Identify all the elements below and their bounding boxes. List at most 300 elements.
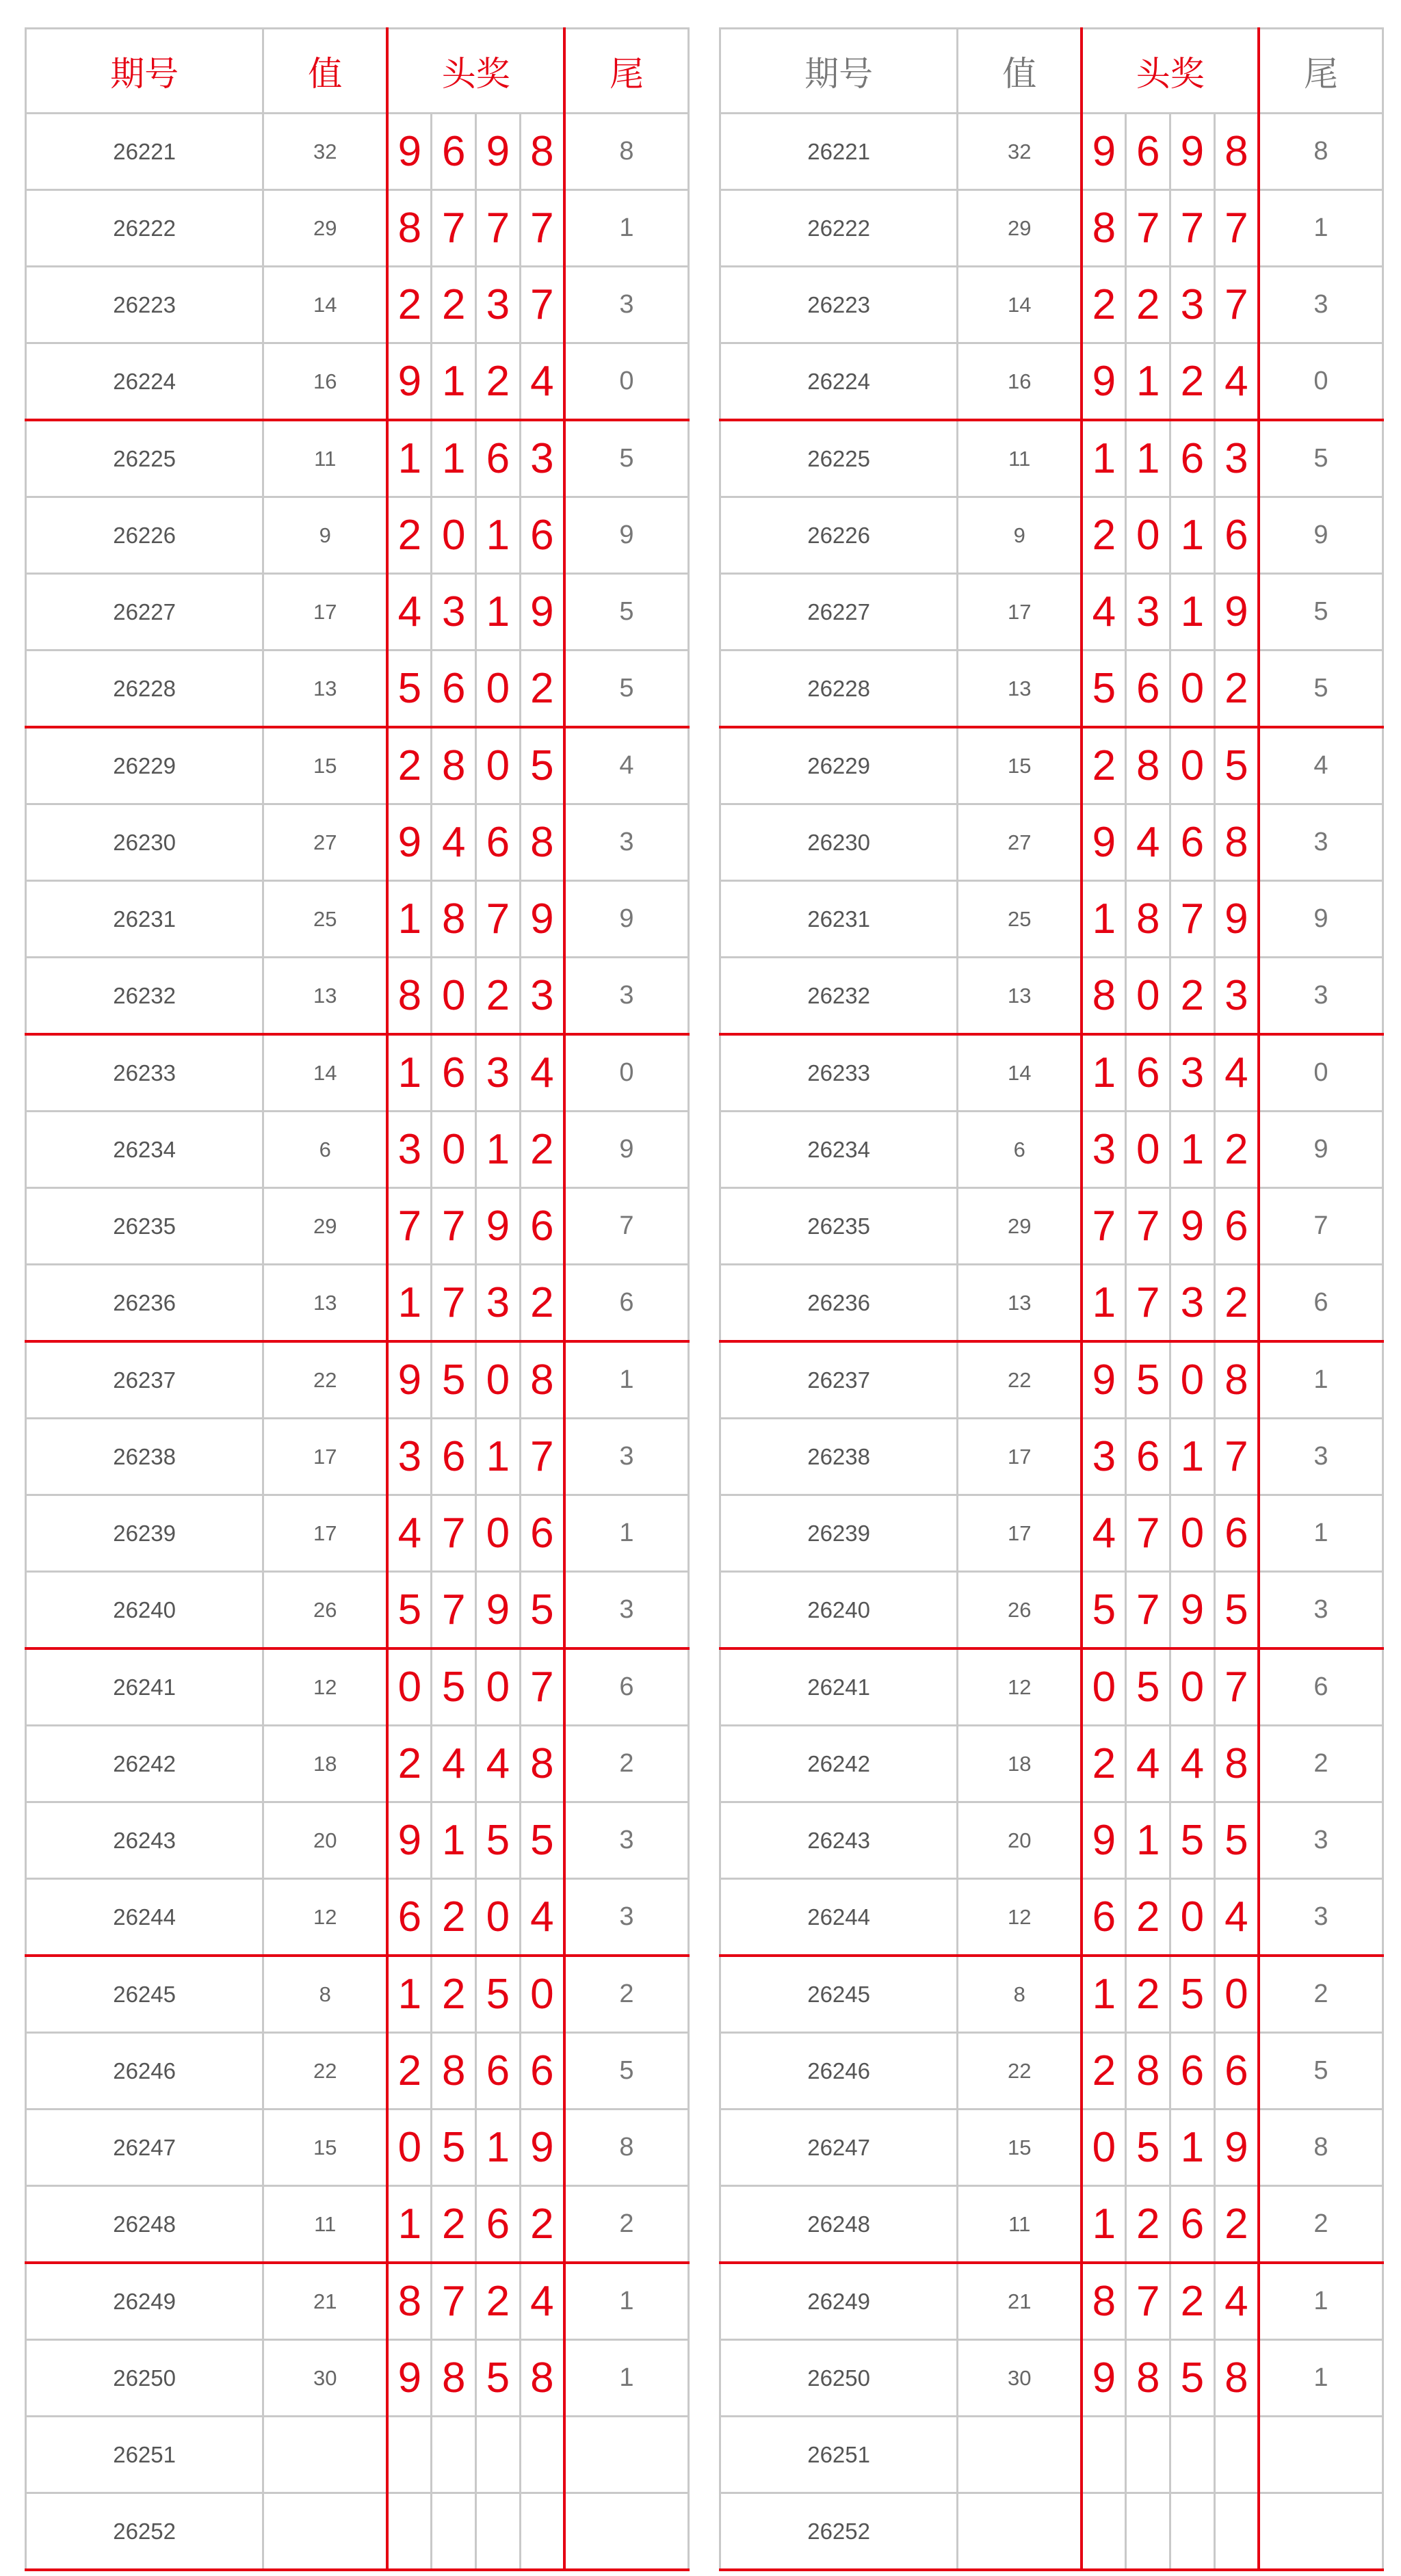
prize-digit-cell: 1 [432,343,476,421]
prize-digit-cell: 0 [1214,1956,1259,2033]
prize-digit-cell: 9 [387,1802,432,1879]
prize-digit-cell: 6 [1170,2186,1215,2263]
tail-cell: 3 [1259,1572,1383,1649]
period-cell: 26229 [720,727,958,804]
period-cell: 26236 [26,1265,263,1342]
prize-digit-cell: 2 [1082,267,1126,343]
prize-digit-cell: 9 [1214,2110,1259,2186]
prize-digit-cell: 5 [1126,1648,1170,1726]
prize-digit-cell: 0 [432,1112,476,1188]
period-cell: 26221 [26,114,263,190]
prize-digit-cell: 0 [1126,1112,1170,1188]
prize-digit-cell: 2 [476,958,521,1035]
tail-cell: 8 [564,114,689,190]
prize-digit-cell: 5 [520,1802,564,1879]
value-cell: 12 [263,1648,388,1726]
period-cell: 26247 [720,2110,958,2186]
value-cell: 22 [263,1341,388,1419]
prize-digit-cell: 2 [387,497,432,574]
table-body [26,29,689,2571]
prize-digit-cell: 5 [387,650,432,728]
table-row [26,114,689,190]
prize-digit-cell: 6 [1214,1188,1259,1265]
table-row [26,1034,689,1112]
prize-digit-cell [387,2417,432,2493]
prize-digit-cell: 1 [476,497,521,574]
prize-digit-cell: 5 [387,1572,432,1649]
prize-digit-cell: 6 [1214,1495,1259,1572]
tail-cell: 3 [564,804,689,881]
value-cell: 11 [263,2186,388,2263]
prize-digit-cell: 5 [1214,1572,1259,1649]
tail-cell: 6 [564,1265,689,1342]
prize-digit-cell: 4 [1214,2263,1259,2340]
prize-digit-cell: 3 [1214,958,1259,1035]
tail-cell: 8 [1259,114,1383,190]
prize-digit-cell: 2 [1082,497,1126,574]
table-row [720,2340,1383,2417]
prize-digit-cell: 3 [1170,267,1215,343]
prize-digit-cell: 0 [1170,650,1215,728]
period-cell: 26246 [26,2033,263,2110]
tail-cell: 5 [1259,2033,1383,2110]
value-cell: 29 [263,1188,388,1265]
tail-cell: 4 [1259,727,1383,804]
tail-cell: 6 [564,1648,689,1726]
header-tail: 尾 [564,29,689,114]
value-cell: 14 [958,1034,1082,1112]
prize-digit-cell: 6 [387,1879,432,1956]
tail-cell: 3 [1259,1419,1383,1495]
prize-digit-cell: 2 [1170,343,1215,421]
value-cell: 20 [263,1802,388,1879]
tail-cell: 3 [1259,958,1383,1035]
prize-digit-cell: 6 [1126,1034,1170,1112]
tail-cell: 5 [564,420,689,497]
prize-digit-cell: 2 [387,2033,432,2110]
value-cell: 12 [263,1879,388,1956]
value-cell: 13 [958,958,1082,1035]
prize-digit-cell: 1 [387,420,432,497]
prize-digit-cell: 7 [432,1188,476,1265]
table-row [26,727,689,804]
prize-digit-cell: 7 [1126,1188,1170,1265]
prize-digit-cell: 2 [387,267,432,343]
value-cell: 8 [263,1956,388,2033]
tail-cell [1259,2417,1383,2493]
period-cell: 26241 [720,1648,958,1726]
prize-digit-cell: 6 [1214,2033,1259,2110]
value-cell: 32 [958,114,1082,190]
value-cell: 13 [263,650,388,728]
period-cell: 26250 [26,2340,263,2417]
value-cell: 26 [263,1572,388,1649]
prize-digit-cell: 5 [1126,1341,1170,1419]
prize-digit-cell: 3 [1170,1265,1215,1342]
value-cell: 15 [958,2110,1082,2186]
tail-cell: 0 [1259,1034,1383,1112]
tail-cell: 1 [1259,190,1383,267]
value-cell: 13 [263,958,388,1035]
tail-cell: 4 [564,727,689,804]
prize-digit-cell: 0 [432,497,476,574]
prize-digit-cell: 3 [1082,1112,1126,1188]
table-row [26,1802,689,1879]
prize-digit-cell: 9 [520,2110,564,2186]
period-cell: 26245 [720,1956,958,2033]
prize-digit-cell: 2 [387,1726,432,1802]
value-cell: 13 [263,1265,388,1342]
prize-digit-cell: 8 [432,2033,476,2110]
prize-digit-cell: 6 [432,1419,476,1495]
value-cell: 17 [263,574,388,650]
prize-digit-cell: 7 [1170,881,1215,958]
value-cell: 22 [958,2033,1082,2110]
prize-digit-cell: 8 [432,2340,476,2417]
lottery-table-left [25,27,690,2571]
tail-cell: 2 [1259,2186,1383,2263]
period-cell: 26235 [26,1188,263,1265]
prize-digit-cell: 6 [432,114,476,190]
prize-digit-cell: 9 [1170,1188,1215,1265]
prize-digit-cell: 6 [1082,1879,1126,1956]
prize-digit-cell: 2 [476,2263,521,2340]
prize-digit-cell: 5 [1082,650,1126,728]
prize-digit-cell: 3 [1214,420,1259,497]
value-cell: 30 [958,2340,1082,2417]
header-value: 值 [958,29,1082,114]
prize-digit-cell: 1 [1126,343,1170,421]
tail-cell: 5 [564,650,689,728]
tail-cell: 1 [564,2340,689,2417]
prize-digit-cell: 7 [476,190,521,267]
table-row [720,1956,1383,2033]
prize-digit-cell: 4 [1126,1726,1170,1802]
prize-digit-cell: 4 [1170,1726,1215,1802]
prize-digit-cell: 4 [432,804,476,881]
value-cell: 6 [958,1112,1082,1188]
value-cell: 14 [263,267,388,343]
prize-digit-cell: 6 [1126,650,1170,728]
prize-digit-cell: 2 [432,2186,476,2263]
table-row [26,958,689,1035]
prize-digit-cell: 8 [1082,2263,1126,2340]
period-cell: 26249 [26,2263,263,2340]
table-row [26,1112,689,1188]
prize-digit-cell: 4 [1214,343,1259,421]
prize-digit-cell: 1 [476,574,521,650]
table-row [26,343,689,421]
prize-digit-cell: 0 [476,1495,521,1572]
prize-digit-cell: 0 [1170,1648,1215,1726]
period-cell: 26231 [26,881,263,958]
prize-digit-cell: 8 [1126,2033,1170,2110]
prize-digit-cell: 1 [1170,574,1215,650]
prize-digit-cell: 6 [476,2033,521,2110]
prize-digit-cell: 9 [520,574,564,650]
prize-digit-cell: 0 [1170,727,1215,804]
prize-digit-cell: 2 [432,1956,476,2033]
prize-digit-cell: 3 [520,420,564,497]
tail-cell: 1 [564,190,689,267]
table-row [720,114,1383,190]
prize-digit-cell: 2 [387,727,432,804]
tail-cell: 9 [1259,1112,1383,1188]
prize-digit-cell: 5 [1170,2340,1215,2417]
period-cell: 26222 [720,190,958,267]
prize-digit-cell: 6 [520,1495,564,1572]
value-cell: 22 [958,1341,1082,1419]
prize-digit-cell: 5 [1170,1956,1215,2033]
prize-digit-cell: 2 [520,2186,564,2263]
period-cell: 26238 [26,1419,263,1495]
header-value: 值 [263,29,388,114]
table-row [26,2263,689,2340]
prize-digit-cell: 4 [1126,804,1170,881]
prize-digit-cell: 7 [520,267,564,343]
prize-digit-cell: 9 [1082,804,1126,881]
tail-cell: 7 [1259,1188,1383,1265]
table-row [720,497,1383,574]
period-cell: 26248 [720,2186,958,2263]
prize-digit-cell: 5 [1170,1802,1215,1879]
period-cell: 26245 [26,1956,263,2033]
prize-digit-cell: 6 [476,2186,521,2263]
prize-digit-cell [1170,2493,1215,2571]
prize-digit-cell: 3 [1082,1419,1126,1495]
period-cell: 26224 [720,343,958,421]
value-cell: 15 [263,2110,388,2186]
prize-digit-cell: 5 [1082,1572,1126,1649]
header-prize: 头奖 [387,29,564,114]
period-cell: 26224 [26,343,263,421]
period-cell: 26230 [26,804,263,881]
value-cell: 9 [958,497,1082,574]
value-cell: 14 [958,267,1082,343]
prize-digit-cell [1214,2493,1259,2571]
prize-digit-cell: 2 [1214,650,1259,728]
period-cell: 26225 [26,420,263,497]
period-cell: 26239 [26,1495,263,1572]
table-row [720,343,1383,421]
prize-digit-cell: 6 [1170,804,1215,881]
table-row [720,727,1383,804]
prize-digit-cell: 8 [1126,2340,1170,2417]
value-cell: 18 [263,1726,388,1802]
tail-cell: 3 [1259,1879,1383,1956]
tail-cell: 9 [1259,497,1383,574]
prize-digit-cell: 2 [1082,727,1126,804]
prize-digit-cell [1082,2493,1126,2571]
tail-cell: 5 [1259,650,1383,728]
value-cell: 32 [263,114,388,190]
prize-digit-cell: 1 [1082,1956,1126,2033]
table-row [26,1341,689,1419]
prize-digit-cell: 2 [1126,2186,1170,2263]
value-cell: 13 [958,1265,1082,1342]
prize-digit-cell: 1 [476,2110,521,2186]
tail-cell: 1 [564,2263,689,2340]
prize-digit-cell: 1 [1082,2186,1126,2263]
tail-cell: 6 [1259,1265,1383,1342]
prize-digit-cell: 1 [476,1419,521,1495]
prize-digit-cell [1082,2417,1126,2493]
prize-digit-cell: 1 [432,1802,476,1879]
period-cell: 26234 [720,1112,958,1188]
prize-digit-cell: 8 [520,2340,564,2417]
prize-digit-cell: 1 [387,1956,432,2033]
prize-digit-cell: 2 [520,1265,564,1342]
period-cell: 26240 [26,1572,263,1649]
lottery-table-right [719,27,1384,2571]
value-cell: 29 [263,190,388,267]
prize-digit-cell: 2 [520,650,564,728]
prize-digit-cell: 4 [476,1726,521,1802]
prize-digit-cell: 7 [387,1188,432,1265]
prize-digit-cell [432,2493,476,2571]
period-cell: 26223 [26,267,263,343]
table-row [720,958,1383,1035]
prize-digit-cell: 9 [1170,114,1215,190]
prize-digit-cell: 9 [1082,2340,1126,2417]
tail-cell: 8 [564,2110,689,2186]
tail-cell: 0 [1259,343,1383,421]
value-cell: 6 [263,1112,388,1188]
prize-digit-cell: 9 [476,1188,521,1265]
prize-digit-cell: 5 [1126,2110,1170,2186]
prize-digit-cell: 2 [520,1112,564,1188]
prize-digit-cell: 2 [1126,267,1170,343]
prize-digit-cell: 8 [520,1341,564,1419]
value-cell: 29 [958,190,1082,267]
period-cell: 26249 [720,2263,958,2340]
value-cell: 16 [958,343,1082,421]
tail-cell: 9 [564,881,689,958]
prize-digit-cell: 1 [1170,2110,1215,2186]
table-row [26,1265,689,1342]
prize-digit-cell: 2 [476,343,521,421]
prize-digit-cell: 1 [1082,1034,1126,1112]
header-tail: 尾 [1259,29,1383,114]
tail-cell [564,2493,689,2571]
period-cell: 26234 [26,1112,263,1188]
value-cell: 21 [263,2263,388,2340]
value-cell: 17 [958,574,1082,650]
table-row [26,1879,689,1956]
prize-digit-cell: 6 [1126,1419,1170,1495]
tail-cell: 5 [564,2033,689,2110]
prize-digit-cell [1170,2417,1215,2493]
table-row [720,804,1383,881]
period-cell: 26246 [720,2033,958,2110]
prize-digit-cell: 9 [387,343,432,421]
prize-digit-cell: 0 [1082,1648,1126,1726]
prize-digit-cell: 6 [1170,420,1215,497]
tail-cell: 3 [564,1802,689,1879]
prize-digit-cell: 3 [387,1112,432,1188]
prize-digit-cell: 0 [476,1341,521,1419]
table-row [26,1726,689,1802]
header-row [26,29,689,114]
prize-digit-cell: 7 [1126,190,1170,267]
prize-digit-cell: 7 [1126,2263,1170,2340]
period-cell: 26250 [720,2340,958,2417]
prize-digit-cell: 0 [1170,1341,1215,1419]
prize-digit-cell [520,2493,564,2571]
value-cell: 13 [958,650,1082,728]
prize-digit-cell: 5 [520,1572,564,1649]
prize-digit-cell: 7 [1214,1648,1259,1726]
prize-digit-cell: 0 [476,727,521,804]
prize-digit-cell: 8 [1126,881,1170,958]
prize-digit-cell: 3 [432,574,476,650]
prize-digit-cell: 7 [1082,1188,1126,1265]
period-cell: 26239 [720,1495,958,1572]
table-row [720,2033,1383,2110]
tail-cell: 1 [1259,1341,1383,1419]
prize-digit-cell: 4 [1082,1495,1126,1572]
table-row [26,2417,689,2493]
value-cell [263,2493,388,2571]
prize-digit-cell: 9 [1082,114,1126,190]
prize-digit-cell: 9 [1170,1572,1215,1649]
value-cell: 25 [958,881,1082,958]
tail-cell: 3 [1259,267,1383,343]
prize-digit-cell: 8 [432,727,476,804]
value-cell: 26 [958,1572,1082,1649]
prize-digit-cell: 4 [387,1495,432,1572]
prize-digit-cell: 2 [1126,1956,1170,2033]
prize-digit-cell: 1 [1170,497,1215,574]
period-cell: 26243 [720,1802,958,1879]
prize-digit-cell: 5 [1214,1802,1259,1879]
prize-digit-cell: 6 [1214,497,1259,574]
period-cell: 26251 [26,2417,263,2493]
prize-digit-cell: 5 [1214,727,1259,804]
prize-digit-cell: 2 [1082,1726,1126,1802]
value-cell: 11 [263,420,388,497]
period-cell: 26229 [26,727,263,804]
table-row [26,574,689,650]
table-row [720,1495,1383,1572]
prize-digit-cell: 1 [387,881,432,958]
prize-digit-cell: 3 [1170,1034,1215,1112]
prize-digit-cell: 0 [520,1956,564,2033]
prize-digit-cell: 7 [432,1265,476,1342]
prize-digit-cell: 7 [1214,267,1259,343]
table-row [720,1265,1383,1342]
prize-digit-cell: 0 [1126,958,1170,1035]
prize-digit-cell: 1 [387,1034,432,1112]
table-row [720,2417,1383,2493]
value-cell: 21 [958,2263,1082,2340]
table-row [720,2186,1383,2263]
prize-digit-cell: 2 [1170,958,1215,1035]
header-prize: 头奖 [1082,29,1259,114]
period-cell: 26222 [26,190,263,267]
value-cell: 12 [958,1648,1082,1726]
period-cell: 26237 [720,1341,958,1419]
prize-digit-cell [476,2417,521,2493]
tail-cell [1259,2493,1383,2571]
prize-digit-cell: 5 [432,2110,476,2186]
prize-digit-cell: 2 [432,1879,476,1956]
prize-digit-cell: 1 [1082,420,1126,497]
table-row [720,2110,1383,2186]
prize-digit-cell: 8 [1214,1726,1259,1802]
prize-digit-cell: 9 [387,1341,432,1419]
tail-cell: 1 [564,1341,689,1419]
